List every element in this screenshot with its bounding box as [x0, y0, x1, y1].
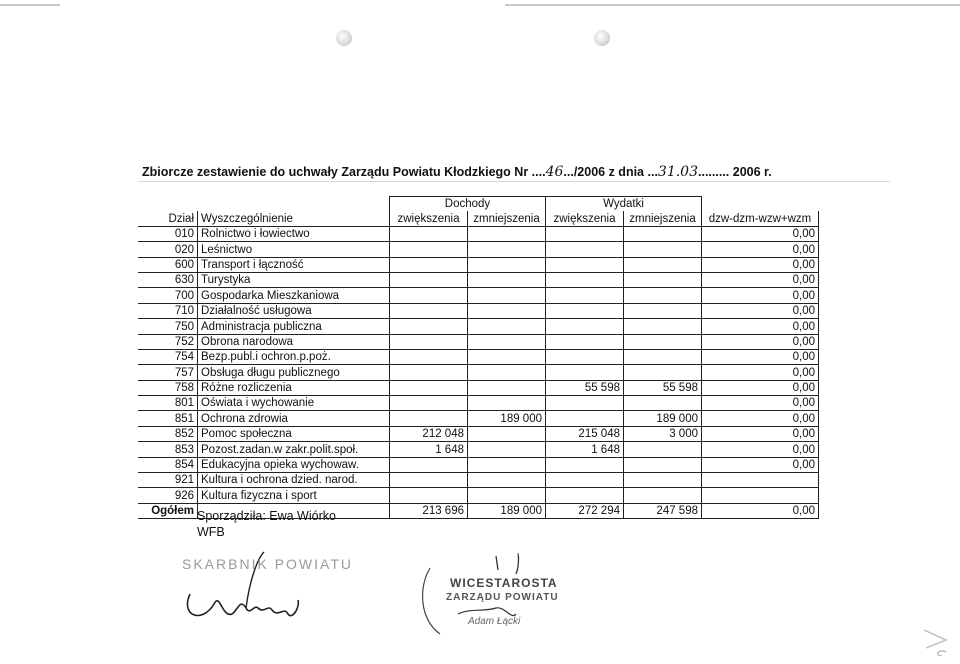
- total-label: Ogółem: [138, 503, 198, 518]
- row-amount: [468, 442, 546, 457]
- row-division-code: 757: [138, 365, 198, 380]
- prepared-by: [197, 508, 336, 540]
- table-row: [138, 365, 819, 380]
- row-description: Transport i łączność: [198, 257, 390, 272]
- corner-handwritten-mark: [920, 626, 954, 656]
- row-amount: [468, 396, 546, 411]
- row-amount: [468, 334, 546, 349]
- row-amount: 0,00: [702, 226, 819, 241]
- row-amount: [468, 272, 546, 287]
- row-amount: 1 648: [546, 442, 624, 457]
- table-row: [138, 349, 819, 364]
- table-row: [138, 303, 819, 318]
- row-amount: [624, 319, 702, 334]
- table-row: [138, 242, 819, 257]
- scan-edge-line-right: [505, 4, 960, 6]
- row-amount: [624, 488, 702, 503]
- row-division-code: 020: [138, 242, 198, 257]
- row-amount: 55 598: [624, 380, 702, 395]
- document-heading: Zbiorcze zestawienie do uchwały Zarządu Powiatu Kłodzkiego Nr ....46.../2006 z dnia ...31.03......... 2006 r.: [142, 164, 772, 180]
- table-row: [138, 257, 819, 272]
- row-amount: 0,00: [702, 242, 819, 257]
- row-amount: [702, 473, 819, 488]
- row-amount: [468, 380, 546, 395]
- row-amount: [390, 396, 468, 411]
- table-row: [138, 473, 819, 488]
- row-amount: [624, 226, 702, 241]
- row-amount: [468, 426, 546, 441]
- row-amount: [468, 349, 546, 364]
- table-group-header-row: [138, 197, 819, 212]
- table-header-cell: zmniejszenia: [624, 211, 702, 226]
- table-header-cell: zwiększenia: [546, 211, 624, 226]
- row-amount: [390, 288, 468, 303]
- row-amount: [390, 380, 468, 395]
- prepared-by-dept: WFB: [197, 525, 225, 539]
- total-amount: 272 294: [546, 503, 624, 518]
- row-amount: [390, 411, 468, 426]
- table-header-cell: Dział: [138, 211, 198, 226]
- punch-hole-left: [336, 30, 352, 46]
- row-amount: [624, 257, 702, 272]
- vice-stamp-name: Adam Łącki: [468, 616, 521, 627]
- table-header-cell: Wyszczególnienie: [198, 211, 390, 226]
- row-division-code: 801: [138, 396, 198, 411]
- row-amount: [390, 303, 468, 318]
- group-header-expense: Wydatki: [546, 197, 702, 212]
- row-amount: 0,00: [702, 288, 819, 303]
- row-description: Oświata i wychowanie: [198, 396, 390, 411]
- table-row: [138, 272, 819, 287]
- row-amount: [546, 488, 624, 503]
- total-amount: 189 000: [468, 503, 546, 518]
- prepared-by-name: Sporządziła: Ewa Wiórko: [197, 509, 336, 523]
- row-amount: [546, 457, 624, 472]
- row-amount: [390, 365, 468, 380]
- treasurer-stamp: [180, 548, 353, 628]
- row-division-code: 854: [138, 457, 198, 472]
- row-amount: [624, 288, 702, 303]
- table-row: [138, 426, 819, 441]
- row-description: Obsługa długu publicznego: [198, 365, 390, 380]
- row-description: Bezp.publ.i ochron.p.poż.: [198, 349, 390, 364]
- row-description: Kultura i ochrona dzied. narod.: [198, 473, 390, 488]
- table-row: [138, 442, 819, 457]
- row-amount: [390, 349, 468, 364]
- row-division-code: 754: [138, 349, 198, 364]
- scan-edge-line-left: [0, 4, 60, 6]
- row-amount: 0,00: [702, 396, 819, 411]
- row-division-code: 630: [138, 272, 198, 287]
- row-description: Działalność usługowa: [198, 303, 390, 318]
- row-description: Obrona narodowa: [198, 334, 390, 349]
- row-division-code: 750: [138, 319, 198, 334]
- table-row: [138, 380, 819, 395]
- table-row: [138, 488, 819, 503]
- row-amount: [546, 334, 624, 349]
- row-amount: [546, 365, 624, 380]
- row-amount: [390, 457, 468, 472]
- row-amount: [624, 457, 702, 472]
- table-row: [138, 411, 819, 426]
- row-amount: 0,00: [702, 426, 819, 441]
- heading-year: /2006 z dnia: [573, 165, 645, 179]
- row-amount: [468, 473, 546, 488]
- row-division-code: 700: [138, 288, 198, 303]
- total-amount: 0,00: [702, 503, 819, 518]
- vice-starost-stamp: [400, 548, 580, 644]
- row-amount: 3 000: [624, 426, 702, 441]
- row-amount: [624, 442, 702, 457]
- row-description: Gospodarka Mieszkaniowa: [198, 288, 390, 303]
- row-description: Rolnictwo i łowiectwo: [198, 226, 390, 241]
- row-amount: [546, 242, 624, 257]
- row-amount: [546, 349, 624, 364]
- row-description: Ochrona zdrowia: [198, 411, 390, 426]
- table-row: [138, 226, 819, 241]
- budget-summary-table: [138, 196, 819, 519]
- row-amount: [546, 226, 624, 241]
- row-division-code: 752: [138, 334, 198, 349]
- row-amount: [468, 257, 546, 272]
- row-description: Administracja publiczna: [198, 319, 390, 334]
- row-amount: 0,00: [702, 442, 819, 457]
- row-amount: 0,00: [702, 349, 819, 364]
- row-amount: [624, 349, 702, 364]
- table-header-cell: zwiększenia: [390, 211, 468, 226]
- row-amount: 212 048: [390, 426, 468, 441]
- heading-prefix: Zbiorcze zestawienie do uchwały Zarządu Powiatu Kłodzkiego Nr: [142, 165, 529, 179]
- row-amount: 0,00: [702, 380, 819, 395]
- row-division-code: 921: [138, 473, 198, 488]
- row-amount: 0,00: [702, 303, 819, 318]
- total-amount: 247 598: [624, 503, 702, 518]
- row-amount: [390, 319, 468, 334]
- row-amount: [468, 319, 546, 334]
- row-amount: [546, 411, 624, 426]
- row-division-code: 853: [138, 442, 198, 457]
- row-division-code: 851: [138, 411, 198, 426]
- row-amount: 0,00: [702, 411, 819, 426]
- row-amount: [624, 365, 702, 380]
- row-description: Kultura fizyczna i sport: [198, 488, 390, 503]
- heading-suffix: 2006 r.: [732, 165, 772, 179]
- row-amount: 0,00: [702, 334, 819, 349]
- total-amount: 213 696: [390, 503, 468, 518]
- row-amount: [468, 226, 546, 241]
- row-amount: [468, 457, 546, 472]
- table-row: [138, 288, 819, 303]
- row-amount: [546, 272, 624, 287]
- row-amount: 0,00: [702, 319, 819, 334]
- row-description: Pozost.zadan.w zakr.polit.społ.: [198, 442, 390, 457]
- row-amount: [468, 488, 546, 503]
- row-amount: [468, 288, 546, 303]
- row-amount: 55 598: [546, 380, 624, 395]
- row-amount: [624, 396, 702, 411]
- table-header-cell: dzw-dzm-wzw+wzm: [702, 211, 819, 226]
- heading-number: 46: [545, 164, 564, 180]
- punch-hole-right: [594, 30, 610, 46]
- row-amount: [390, 334, 468, 349]
- row-division-code: 010: [138, 226, 198, 241]
- row-amount: [624, 303, 702, 318]
- row-division-code: 710: [138, 303, 198, 318]
- row-description: Różne rozliczenia: [198, 380, 390, 395]
- row-amount: [624, 334, 702, 349]
- row-amount: [546, 396, 624, 411]
- row-description: Leśnictwo: [198, 242, 390, 257]
- row-amount: 189 000: [624, 411, 702, 426]
- heading-date: 31.03: [657, 164, 699, 180]
- row-amount: [546, 288, 624, 303]
- row-division-code: 926: [138, 488, 198, 503]
- row-amount: [468, 242, 546, 257]
- row-amount: [468, 303, 546, 318]
- row-division-code: 600: [138, 257, 198, 272]
- row-amount: 0,00: [702, 365, 819, 380]
- row-amount: [546, 319, 624, 334]
- vice-stamp-subtitle: ZARZĄDU POWIATU: [446, 592, 559, 603]
- row-amount: 1 648: [390, 442, 468, 457]
- row-amount: 0,00: [702, 257, 819, 272]
- table-header-cell: zmniejszenia: [468, 211, 546, 226]
- table-row: [138, 319, 819, 334]
- row-amount: [624, 473, 702, 488]
- row-amount: [390, 272, 468, 287]
- row-amount: [390, 488, 468, 503]
- row-amount: [702, 488, 819, 503]
- row-description: Edukacyjna opieka wychowaw.: [198, 457, 390, 472]
- row-amount: [390, 226, 468, 241]
- row-division-code: 852: [138, 426, 198, 441]
- scan-shadow-line: [138, 181, 890, 182]
- treasurer-stamp-text: SKARBNIK POWIATU: [182, 556, 353, 572]
- row-amount: [390, 473, 468, 488]
- row-amount: 215 048: [546, 426, 624, 441]
- row-amount: [390, 257, 468, 272]
- row-division-code: 758: [138, 380, 198, 395]
- table-row: [138, 334, 819, 349]
- table-row: [138, 396, 819, 411]
- row-amount: [546, 473, 624, 488]
- table-row: [138, 457, 819, 472]
- row-amount: 189 000: [468, 411, 546, 426]
- table-header-row: [138, 211, 819, 226]
- row-amount: [468, 365, 546, 380]
- group-header-income: Dochody: [390, 197, 546, 212]
- row-amount: 0,00: [702, 272, 819, 287]
- vice-stamp-title: WICESTAROSTA: [450, 576, 558, 590]
- row-amount: [546, 257, 624, 272]
- row-amount: [390, 242, 468, 257]
- row-amount: 0,00: [702, 457, 819, 472]
- row-amount: [624, 242, 702, 257]
- row-description: Turystyka: [198, 272, 390, 287]
- row-amount: [546, 303, 624, 318]
- row-amount: [624, 272, 702, 287]
- row-description: Pomoc społeczna: [198, 426, 390, 441]
